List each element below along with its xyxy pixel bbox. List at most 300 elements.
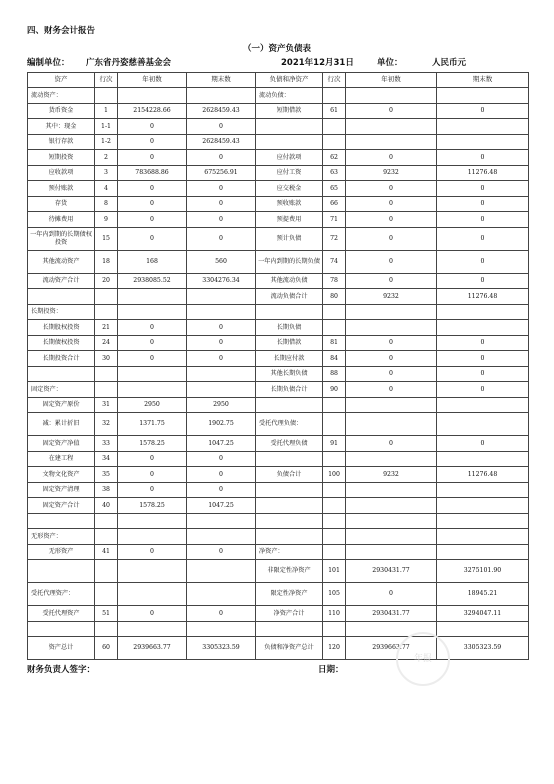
table-row — [28, 436, 529, 452]
table-cell: 2628459.43 — [187, 134, 256, 150]
table-cell: 1-2 — [95, 134, 118, 150]
table-cell: 长期负债 — [256, 320, 323, 336]
table-cell: 0 — [118, 181, 187, 197]
table-cell: 固定资产： — [28, 382, 95, 398]
table-header-cell: 期末数 — [437, 73, 529, 88]
table-header-cell: 行次 — [323, 73, 346, 88]
table-cell: 0 — [187, 320, 256, 336]
table-cell: 0 — [118, 606, 187, 622]
table-cell — [256, 119, 323, 135]
table-cell: 0 — [346, 250, 437, 273]
table-row — [28, 529, 529, 545]
table-cell: 2930431.77 — [346, 560, 437, 583]
table-row — [28, 212, 529, 228]
table-cell: 30 — [95, 351, 118, 367]
table-cell: 0 — [118, 134, 187, 150]
report-date: 2021年12月31日 — [281, 58, 354, 68]
table-cell: 0 — [118, 451, 187, 467]
section-heading: 四、财务会计报告 — [27, 26, 96, 36]
table-row — [28, 304, 529, 320]
table-cell: 66 — [323, 196, 346, 212]
table-header-cell: 负债和净资产 — [256, 73, 323, 88]
table-cell: 91 — [323, 436, 346, 452]
table-cell — [437, 320, 529, 336]
table-cell — [323, 397, 346, 413]
table-cell: 0 — [346, 212, 437, 228]
table-cell — [346, 119, 437, 135]
table-cell — [95, 621, 118, 637]
table-cell — [95, 366, 118, 382]
table-cell — [437, 544, 529, 560]
table-cell: 减：累计折旧 — [28, 413, 95, 436]
statement-title: （一）资产负债表 — [242, 44, 311, 54]
table-cell: 固定资产合计 — [28, 498, 95, 514]
table-cell: 0 — [437, 212, 529, 228]
watermark-stamp: 年报 — [396, 632, 450, 686]
table-cell: 净资产合计 — [256, 606, 323, 622]
table-header-cell: 年初数 — [346, 73, 437, 88]
table-cell: 负债和净资产总计 — [256, 637, 323, 660]
table-cell: 11276.48 — [437, 467, 529, 483]
table-header-cell: 资产 — [28, 73, 95, 88]
table-cell: 非限定性净资产 — [256, 560, 323, 583]
table-cell: 短期借款 — [256, 103, 323, 119]
table-cell: 61 — [323, 103, 346, 119]
table-cell: 0 — [437, 351, 529, 367]
table-row — [28, 196, 529, 212]
table-header-cell: 行次 — [95, 73, 118, 88]
table-cell — [437, 621, 529, 637]
table-cell: 560 — [187, 250, 256, 273]
table-row — [28, 181, 529, 197]
table-cell: 9 — [95, 212, 118, 228]
table-cell: 预提费用 — [256, 212, 323, 228]
table-cell — [346, 482, 437, 498]
table-cell: 应交税金 — [256, 181, 323, 197]
table-cell — [187, 583, 256, 606]
table-cell: 72 — [323, 227, 346, 250]
table-cell: 无形资产 — [28, 544, 95, 560]
balance-sheet-table — [27, 72, 529, 660]
table-cell: 固定资产原价 — [28, 397, 95, 413]
table-cell: 0 — [118, 544, 187, 560]
table-cell — [256, 621, 323, 637]
table-cell — [118, 289, 187, 305]
table-cell: 78 — [323, 273, 346, 289]
table-cell: 净资产： — [256, 544, 323, 560]
table-cell: 一年内到期的长期负债 — [256, 250, 323, 273]
table-cell: 其他长期负债 — [256, 366, 323, 382]
table-row — [28, 227, 529, 250]
table-header-cell: 年初数 — [118, 73, 187, 88]
table-cell: 长期负债合计 — [256, 382, 323, 398]
table-cell: 8 — [95, 196, 118, 212]
table-cell — [95, 529, 118, 545]
table-cell — [323, 134, 346, 150]
table-cell: 0 — [437, 150, 529, 166]
table-cell: 0 — [346, 227, 437, 250]
table-cell: 负债合计 — [256, 467, 323, 483]
table-cell — [437, 498, 529, 514]
table-row — [28, 119, 529, 135]
table-cell: 0 — [187, 451, 256, 467]
table-cell: 0 — [437, 196, 529, 212]
table-cell: 预付账款 — [28, 181, 95, 197]
table-cell: 0 — [118, 212, 187, 228]
table-row — [28, 351, 529, 367]
table-row — [28, 250, 529, 273]
table-cell — [118, 529, 187, 545]
table-cell: 3294047.11 — [437, 606, 529, 622]
table-cell — [256, 304, 323, 320]
table-cell: 88 — [323, 366, 346, 382]
table-cell — [95, 289, 118, 305]
table-cell — [437, 413, 529, 436]
table-cell — [118, 513, 187, 529]
table-cell — [346, 413, 437, 436]
table-cell: 71 — [323, 212, 346, 228]
table-cell — [323, 544, 346, 560]
table-row — [28, 544, 529, 560]
table-cell — [323, 482, 346, 498]
table-cell: 0 — [437, 273, 529, 289]
table-cell: 51 — [95, 606, 118, 622]
table-cell: 0 — [437, 227, 529, 250]
table-cell: 0 — [118, 320, 187, 336]
table-cell: 0 — [118, 351, 187, 367]
table-row — [28, 134, 529, 150]
table-cell: 35 — [95, 467, 118, 483]
table-cell — [323, 621, 346, 637]
table-cell — [118, 583, 187, 606]
table-cell: 0 — [437, 335, 529, 351]
table-row — [28, 397, 529, 413]
table-row — [28, 88, 529, 104]
table-cell: 60 — [95, 637, 118, 660]
table-cell: 0 — [187, 196, 256, 212]
table-cell: 应付工资 — [256, 165, 323, 181]
table-cell: 流动负债： — [256, 88, 323, 104]
table-cell — [256, 529, 323, 545]
table-cell — [256, 482, 323, 498]
table-cell — [256, 134, 323, 150]
table-cell: 其中：现金 — [28, 119, 95, 135]
table-cell: 3305323.59 — [187, 637, 256, 660]
table-cell: 银行存款 — [28, 134, 95, 150]
table-cell: 其他流动负债 — [256, 273, 323, 289]
table-row — [28, 366, 529, 382]
table-cell: 3305323.59 — [437, 637, 529, 660]
table-cell: 32 — [95, 413, 118, 436]
table-cell: 1047.25 — [187, 498, 256, 514]
table-cell: 62 — [323, 150, 346, 166]
table-cell — [323, 119, 346, 135]
table-row — [28, 150, 529, 166]
table-cell — [323, 498, 346, 514]
table-cell: 2938085.52 — [118, 273, 187, 289]
table-cell: 80 — [323, 289, 346, 305]
table-cell: 0 — [187, 544, 256, 560]
table-cell: 31 — [95, 397, 118, 413]
table-cell — [28, 621, 95, 637]
table-cell: 9232 — [346, 467, 437, 483]
table-cell — [256, 513, 323, 529]
table-cell: 0 — [118, 227, 187, 250]
table-cell — [118, 88, 187, 104]
table-cell: 1902.75 — [187, 413, 256, 436]
table-cell — [346, 529, 437, 545]
table-cell: 长期债权投资 — [28, 335, 95, 351]
table-cell — [437, 119, 529, 135]
table-cell: 33 — [95, 436, 118, 452]
table-cell — [346, 397, 437, 413]
table-cell: 固定资产净值 — [28, 436, 95, 452]
table-cell: 受托代理资产 — [28, 606, 95, 622]
table-cell: 0 — [187, 467, 256, 483]
table-cell — [187, 382, 256, 398]
table-cell: 0 — [437, 103, 529, 119]
table-cell: 120 — [323, 637, 346, 660]
table-cell: 0 — [118, 150, 187, 166]
table-cell: 限定性净资产 — [256, 583, 323, 606]
table-cell: 38 — [95, 482, 118, 498]
table-cell — [346, 544, 437, 560]
table-cell — [95, 382, 118, 398]
table-cell — [187, 513, 256, 529]
currency-value: 人民币元 — [432, 58, 467, 68]
table-cell — [323, 529, 346, 545]
table-row — [28, 273, 529, 289]
table-header-row — [28, 73, 529, 88]
table-cell: 受托代理负债 — [256, 436, 323, 452]
table-row — [28, 482, 529, 498]
table-cell — [118, 621, 187, 637]
table-cell: 0 — [346, 351, 437, 367]
unit-label: 编制单位： — [27, 58, 70, 68]
table-cell: 41 — [95, 544, 118, 560]
table-cell — [187, 304, 256, 320]
table-row — [28, 289, 529, 305]
table-cell: 11276.48 — [437, 289, 529, 305]
table-cell — [323, 88, 346, 104]
table-row — [28, 320, 529, 336]
table-cell: 1 — [95, 103, 118, 119]
table-cell: 受托代理资产： — [28, 583, 95, 606]
table-cell: 长期应付款 — [256, 351, 323, 367]
table-cell — [346, 304, 437, 320]
table-cell — [346, 320, 437, 336]
table-cell — [95, 583, 118, 606]
table-row — [28, 165, 529, 181]
table-cell — [323, 513, 346, 529]
table-cell — [187, 560, 256, 583]
table-cell: 存货 — [28, 196, 95, 212]
signer-label: 财务负责人签字： — [27, 665, 96, 675]
table-cell: 货币资金 — [28, 103, 95, 119]
table-cell: 4 — [95, 181, 118, 197]
table-row — [28, 467, 529, 483]
table-cell — [323, 413, 346, 436]
table-cell: 受托代理负债： — [256, 413, 323, 436]
table-cell: 0 — [346, 583, 437, 606]
table-cell — [187, 366, 256, 382]
table-cell — [118, 560, 187, 583]
table-row — [28, 382, 529, 398]
table-cell: 固定资产清理 — [28, 482, 95, 498]
table-cell: 0 — [346, 366, 437, 382]
table-cell: 20 — [95, 273, 118, 289]
table-cell: 0 — [346, 181, 437, 197]
table-cell: 1047.25 — [187, 436, 256, 452]
table-cell: 0 — [346, 103, 437, 119]
table-cell: 168 — [118, 250, 187, 273]
table-cell: 11276.48 — [437, 165, 529, 181]
table-cell — [346, 451, 437, 467]
table-cell: 预计负债 — [256, 227, 323, 250]
table-cell: 101 — [323, 560, 346, 583]
table-cell — [323, 451, 346, 467]
table-cell: 其他流动资产 — [28, 250, 95, 273]
table-cell: 0 — [187, 335, 256, 351]
unit-value: 广东省丹姿慈善基金会 — [86, 58, 172, 68]
table-cell: 3304276.34 — [187, 273, 256, 289]
table-cell: 81 — [323, 335, 346, 351]
table-cell: 0 — [187, 181, 256, 197]
table-cell: 0 — [346, 436, 437, 452]
table-cell: 0 — [437, 382, 529, 398]
table-cell — [256, 498, 323, 514]
table-row — [28, 413, 529, 436]
table-cell: 0 — [187, 212, 256, 228]
table-cell — [187, 529, 256, 545]
table-cell — [28, 366, 95, 382]
table-cell: 0 — [437, 436, 529, 452]
table-row — [28, 513, 529, 529]
table-cell — [323, 304, 346, 320]
table-cell: 675256.91 — [187, 165, 256, 181]
table-cell — [118, 382, 187, 398]
table-cell — [437, 513, 529, 529]
table-cell: 9232 — [346, 289, 437, 305]
table-cell: 21 — [95, 320, 118, 336]
table-cell: 15 — [95, 227, 118, 250]
table-cell — [437, 88, 529, 104]
table-cell: 0 — [437, 181, 529, 197]
table-cell: 预收账款 — [256, 196, 323, 212]
table-row — [28, 451, 529, 467]
table-cell: 0 — [118, 119, 187, 135]
table-row — [28, 103, 529, 119]
table-row — [28, 637, 529, 660]
table-cell — [28, 560, 95, 583]
table-cell — [437, 397, 529, 413]
table-cell: 短期投资 — [28, 150, 95, 166]
table-cell: 65 — [323, 181, 346, 197]
table-cell — [118, 366, 187, 382]
table-cell: 2939663.77 — [118, 637, 187, 660]
table-cell: 流动资产： — [28, 88, 95, 104]
table-cell — [437, 304, 529, 320]
table-cell — [187, 88, 256, 104]
table-cell: 34 — [95, 451, 118, 467]
table-cell: 2930431.77 — [346, 606, 437, 622]
table-cell: 783688.86 — [118, 165, 187, 181]
table-cell — [346, 513, 437, 529]
table-cell: 2 — [95, 150, 118, 166]
table-cell — [346, 498, 437, 514]
table-cell: 0 — [118, 467, 187, 483]
table-cell: 0 — [187, 351, 256, 367]
table-cell — [437, 134, 529, 150]
table-cell: 0 — [437, 250, 529, 273]
table-cell: 0 — [187, 606, 256, 622]
table-cell — [437, 482, 529, 498]
table-cell — [28, 289, 95, 305]
table-cell — [346, 88, 437, 104]
table-cell: 1-1 — [95, 119, 118, 135]
table-cell: 流动资产合计 — [28, 273, 95, 289]
table-cell — [187, 289, 256, 305]
table-cell — [118, 304, 187, 320]
table-cell: 0 — [346, 273, 437, 289]
table-cell: 90 — [323, 382, 346, 398]
table-cell: 0 — [346, 196, 437, 212]
table-cell: 长期投资合计 — [28, 351, 95, 367]
table-cell: 在建工程 — [28, 451, 95, 467]
table-cell: 63 — [323, 165, 346, 181]
table-cell — [437, 529, 529, 545]
table-cell: 长期股权投资 — [28, 320, 95, 336]
table-cell — [256, 397, 323, 413]
table-row — [28, 335, 529, 351]
table-cell: 18945.21 — [437, 583, 529, 606]
table-cell: 18 — [95, 250, 118, 273]
table-cell: 长期借款 — [256, 335, 323, 351]
table-cell: 0 — [118, 335, 187, 351]
table-cell: 0 — [187, 150, 256, 166]
table-cell — [28, 513, 95, 529]
table-cell: 1578.25 — [118, 436, 187, 452]
table-cell: 100 — [323, 467, 346, 483]
table-cell: 文物文化资产 — [28, 467, 95, 483]
table-cell — [323, 320, 346, 336]
table-cell: 24 — [95, 335, 118, 351]
table-cell: 2939663.77 — [346, 637, 437, 660]
table-cell: 待摊费用 — [28, 212, 95, 228]
table-cell: 2628459.43 — [187, 103, 256, 119]
table-row — [28, 498, 529, 514]
table-cell: 0 — [187, 119, 256, 135]
table-cell: 应付款项 — [256, 150, 323, 166]
date-label: 日期： — [318, 665, 344, 675]
table-cell: 84 — [323, 351, 346, 367]
table-cell: 应收款项 — [28, 165, 95, 181]
table-cell — [187, 621, 256, 637]
table-cell: 2950 — [118, 397, 187, 413]
currency-label: 单位： — [377, 58, 403, 68]
table-cell: 0 — [346, 335, 437, 351]
table-row — [28, 606, 529, 622]
table-cell — [256, 451, 323, 467]
table-cell — [95, 513, 118, 529]
table-cell: 74 — [323, 250, 346, 273]
table-cell: 0 — [187, 227, 256, 250]
table-cell: 1371.75 — [118, 413, 187, 436]
table-cell: 流动负债合计 — [256, 289, 323, 305]
table-cell: 0 — [118, 482, 187, 498]
table-cell: 9232 — [346, 165, 437, 181]
table-cell: 3 — [95, 165, 118, 181]
